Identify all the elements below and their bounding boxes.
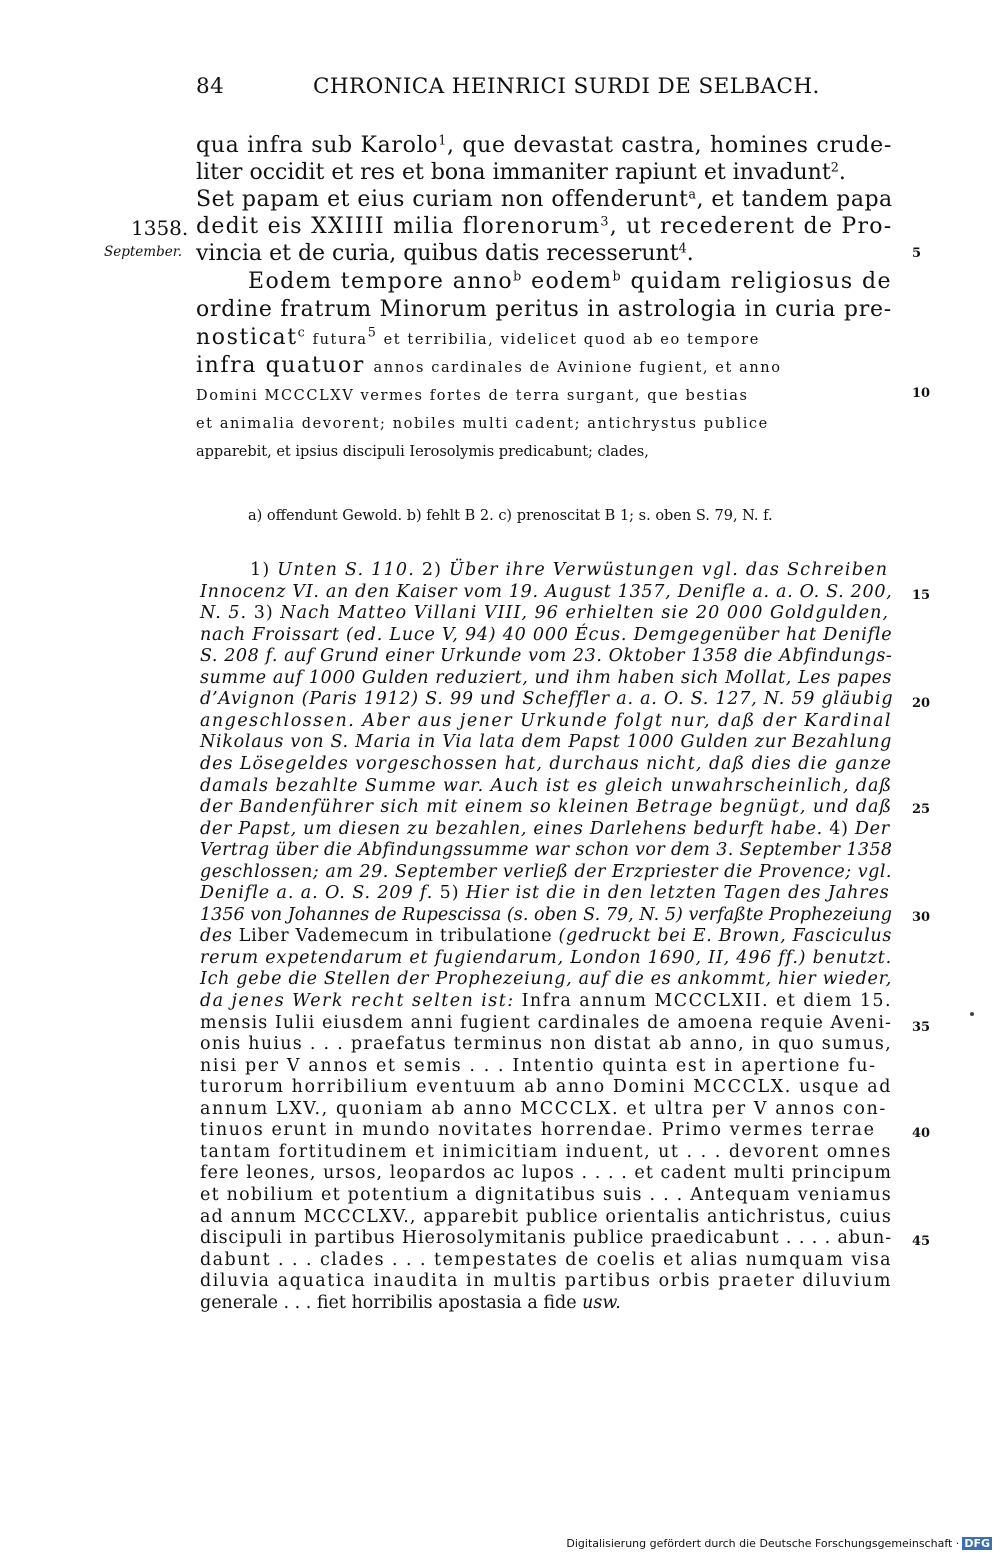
text-line (196, 213, 893, 241)
text-run: des (200, 926, 239, 947)
text-run: (gedruckt bei E. Brown, Fasciculus (552, 926, 892, 947)
text-line (196, 352, 782, 382)
text-run: turorum horribilium eventuum ab anno Domini MCCCLX. usque ad (200, 1077, 892, 1098)
note-marker: b (513, 269, 523, 285)
text-run: damals bezahlte Summe war. Auch ist es gleich unwahrscheinlich, daß (200, 775, 892, 796)
text-run: da jenes Werk recht selten ist: (200, 991, 522, 1011)
text-run: des Lösegeldes vorgeschossen hat, durchaus nicht, daß dies die ganze (200, 753, 892, 774)
text-run: rerum expetendarum et fugiendarum, London 1690, II, 496 ff.) benutzt. (200, 947, 892, 968)
margin-month: September. (104, 244, 182, 260)
text-line (196, 324, 760, 354)
text-run: . (686, 241, 694, 266)
footnote-line (200, 603, 889, 625)
footnote-line (200, 1185, 892, 1207)
text-run: discipuli in partibus Hierosolymitanis publice praedicabunt . . . . abun- (200, 1228, 892, 1249)
footnote-line (200, 948, 892, 970)
line-number: 40 (912, 1126, 931, 1141)
text-run: liter occidit et res et bona immaniter rapiunt et invadunt (196, 160, 831, 185)
text-run: 1356 von Johannes de Rupescissa (s. oben S. 79, N. 5) verfaßte Prophezeiung (200, 904, 892, 925)
text-run: futura (306, 332, 368, 348)
text-run: tinuos erunt in mundo novitates horrendae. Primo vermes terrae (200, 1120, 876, 1141)
text-run: Der (854, 818, 890, 839)
footnote-line (200, 689, 893, 711)
note-marker: 5 (367, 325, 378, 341)
footnote-line (250, 560, 888, 582)
footnote-line (200, 819, 890, 841)
text-run: Nikolaus von S. Maria in Via lata dem Papst 1000 Gulden zur Bezahlung (200, 732, 892, 753)
footnote-line (200, 991, 892, 1013)
text-run: Nach Matteo Villani VIII, 96 erhielten sie 20 000 Goldgulden, (280, 603, 889, 624)
text-run: et animalia devorent; nobiles multi cadent; antichrystus publice (196, 416, 769, 432)
text-run: , ut recederent de Pro- (609, 214, 893, 239)
text-run: Vertrag über die Abfindungssumme war schon vor dem 3. September 1358 (200, 840, 893, 861)
margin-year: 1358. (131, 216, 189, 240)
footnote-line (200, 797, 892, 819)
footnote-line (200, 1013, 892, 1035)
note-marker: 4 (678, 241, 687, 257)
text-run: 5) (439, 883, 466, 904)
ink-speck (970, 1012, 974, 1016)
text-line (196, 436, 649, 466)
text-line (196, 186, 893, 214)
text-run: 4) (829, 818, 855, 839)
text-line (196, 159, 846, 187)
text-run: Liber Vademecum in tribulatione (238, 926, 553, 947)
footnote-line (200, 1120, 876, 1142)
footnote-line (200, 646, 892, 668)
text-run: vincia et de curia, quibus datis recesserunt (196, 241, 679, 266)
text-run: Ich gebe die Stellen der Prophezeiung, auf die es ankommt, hier wieder, (200, 969, 892, 990)
footnote-line (200, 1293, 621, 1315)
text-run: usw. (582, 1292, 621, 1313)
text-line (196, 132, 892, 160)
text-line (196, 296, 892, 324)
text-run: 2) (421, 560, 450, 580)
text-line (196, 240, 694, 268)
footnote-line (200, 625, 892, 647)
footnote-line (200, 668, 892, 690)
dfg-logo: DFG (964, 1537, 990, 1550)
note-marker: a (688, 187, 697, 203)
text-run: tantam fortitudinem et inimicitiam induent, ut . . . devorent omnes (200, 1141, 892, 1162)
page-number: 84 (196, 74, 225, 99)
text-run: Set papam et eius curiam non offenderunt (196, 187, 689, 212)
running-title: CHRONICA HEINRICI SURDI DE SELBACH. (313, 74, 820, 99)
text-run: mensis Iulii eiusdem anni fugient cardinales de amoena requie Aveni- (200, 1012, 892, 1033)
text-run: nisi per V annos et semis . . . Intentio quinta est in apertione fu- (200, 1055, 877, 1076)
text-run: et nobilium et potentium a dignitatibus suis . . . Antequam veniamus (200, 1184, 892, 1205)
text-line (248, 268, 892, 296)
text-run: 3) (253, 603, 281, 624)
digitization-credit (566, 1537, 992, 1550)
note-marker: 2 (830, 160, 839, 176)
footnote-line (200, 776, 892, 798)
line-number: 15 (912, 588, 931, 603)
footnote-line (200, 862, 892, 884)
text-run: der Bandenführer sich mit einem so kleinen Betrage begnügt, und daß (200, 797, 892, 818)
footnote-line (200, 1250, 892, 1272)
note-marker: 1 (438, 133, 448, 149)
text-line (196, 408, 769, 438)
footnote-line (200, 905, 892, 927)
text-line (196, 380, 749, 410)
footnote-line (200, 883, 890, 905)
text-run: annos cardinales de Avinione fugient, et anno (373, 360, 782, 376)
footnote-line (200, 1207, 892, 1229)
footnote-line (200, 840, 892, 862)
footnote-line (200, 1163, 892, 1185)
line-number: 35 (912, 1020, 931, 1035)
line-number: 25 (912, 802, 931, 817)
footnote-line (200, 1077, 892, 1099)
text-run: eodem (522, 269, 613, 294)
footnote-line (200, 732, 892, 754)
text-run: Hier ist die in den letzten Tagen des Jahres (465, 883, 890, 904)
text-run: qua infra sub Karolo (196, 133, 439, 158)
footnote-line (200, 1271, 892, 1293)
text-run: Innocenz VI. an den Kaiser vom 19. August 1357, Denifle a. a. O. S. 200, (200, 581, 893, 602)
text-run: annum LXV., quoniam ab anno MCCCLX. et ultra per V annos con- (200, 1098, 887, 1119)
note-marker: c (297, 325, 307, 341)
text-run: dedit eis XXIIII milia florenorum (196, 214, 601, 239)
footnote-line (200, 582, 892, 604)
text-run: . (838, 160, 846, 185)
text-run: , et tandem papa (696, 187, 893, 212)
text-run: Eodem tempore anno (248, 269, 514, 294)
text-run: nosticat (196, 325, 298, 350)
text-run: Unten S. 110. (277, 560, 422, 580)
text-run: ordine fratrum Minorum peritus in astrologia in curia pre- (196, 297, 892, 322)
text-run: , que devastat castra, homines crude- (447, 133, 892, 158)
text-run: der Papst, um diesen zu bezahlen, eines Darlehens bedurft habe. (200, 818, 830, 839)
note-marker: 3 (600, 214, 610, 230)
footnote-line (200, 1099, 887, 1121)
line-number: 30 (912, 910, 931, 925)
text-run: d’Avignon (Paris 1912) S. 99 und Scheffler a. a. O. S. 127, N. 59 gläubig (200, 689, 894, 710)
text-run: Domini MCCCLXV vermes fortes de terra surgant, que bestias (196, 388, 749, 404)
line-number: 10 (912, 386, 931, 401)
text-run: geschlossen; am 29. September verließ der Erzpriester die Provence; vgl. (200, 861, 892, 882)
text-run: et terribilia, videlicet quod ab eo tempore (377, 332, 760, 348)
text-run: onis huius . . . praefatus terminus non distat ab anno, in quo sumus, (200, 1034, 892, 1055)
note-marker: b (612, 269, 623, 285)
text-run: Über ihre Verwüstungen vgl. das Schreiben (449, 560, 889, 580)
line-number: 20 (912, 696, 931, 711)
footnote-line (200, 1142, 892, 1164)
text-run: ad annum MCCCLXV., apparebit publice orientalis antichristus, cuius (200, 1206, 892, 1227)
footnote-line (200, 1056, 877, 1078)
footnote-line (200, 969, 892, 991)
text-run: 1) (250, 560, 278, 580)
text-run: nach Froissart (ed. Luce V, 94) 40 000 Écus. Demgegenüber hat Denifle (200, 624, 893, 645)
credit-text: Digitalisierung gefördert durch die Deutsche Forschungsgemeinschaft · (566, 1537, 960, 1550)
text-run: N. 5. (200, 603, 254, 624)
text-run: fere leones, ursos, leopardos ac lupos . . . . et cadent multi principum (200, 1163, 892, 1184)
text-run: quidam religiosus de (622, 269, 892, 294)
text-run: apparebit, et ipsius discipuli Ierosolymis predicabunt; clades, (196, 444, 649, 460)
footnote-line (200, 754, 892, 776)
text-run: summe auf 1000 Gulden reduziert, und ihm haben sich Mollat, Les papes (200, 667, 892, 688)
footnote-line (200, 1228, 892, 1250)
footnote-line (200, 1034, 892, 1056)
line-number: 45 (912, 1234, 931, 1249)
text-run: dabunt . . . clades . . . tempestates de coelis et alias numquam visa (200, 1249, 892, 1270)
line-number: 5 (912, 246, 922, 261)
text-run: Denifle a. a. O. S. 209 f. (200, 883, 440, 904)
text-run: infra quatuor (196, 353, 374, 378)
text-run: diluvia aquatica inaudita in multis partibus orbis praeter diluvium (200, 1271, 892, 1292)
text-run: generale . . . fiet horribilis apostasia a fide (200, 1292, 583, 1313)
footnote-line (200, 926, 892, 948)
text-run: Infra annum MCCCLXII. et diem 15. (521, 991, 892, 1011)
text-run: angeschlossen. Aber aus jener Urkunde folgt nur, daß der Kardinal (200, 710, 892, 731)
footnote-line (200, 711, 892, 733)
text-run: S. 208 f. auf Grund einer Urkunde vom 23. Oktober 1358 die Abfindungs- (200, 646, 893, 667)
critical-apparatus: a) offendunt Gewold. b) fehlt B 2. c) prenoscitat B 1; s. oben S. 79, N. f. (248, 508, 773, 524)
